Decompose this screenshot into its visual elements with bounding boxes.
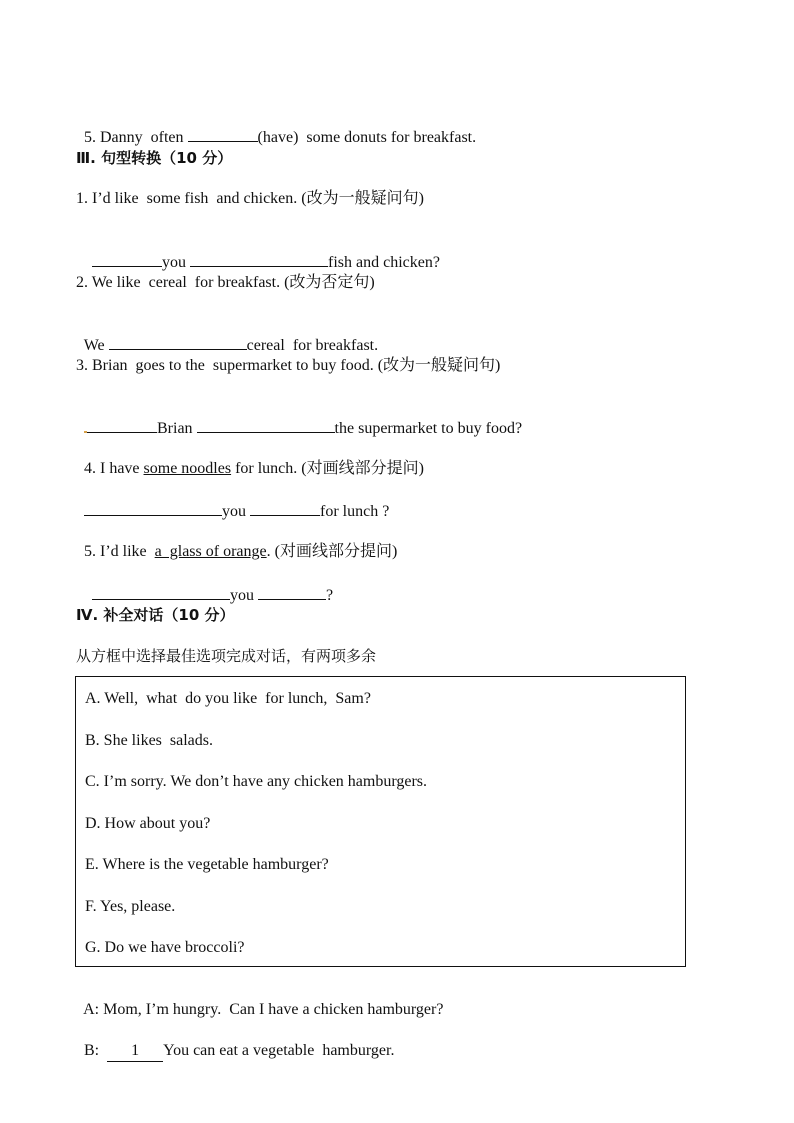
answer-line-4 <box>76 480 389 522</box>
section-heading-part4: Ⅳ. 补全对话（10 分） <box>76 606 235 624</box>
question-5 <box>76 522 397 562</box>
underlined-phrase: some noodles <box>143 460 232 477</box>
answer-line-1 <box>84 231 440 273</box>
underlined-phrase: a glass of orange <box>154 543 267 560</box>
option-a: A. Well, what do you like for lunch, Sam? <box>85 690 371 707</box>
answer-blank <box>84 500 222 516</box>
question-1: 1. I’d like some fish and chicken. (改为一般疑问句) <box>76 190 424 207</box>
answer-text: you <box>222 503 250 520</box>
question-text: 5. I’d like <box>84 543 155 560</box>
question-3: 3. Brian goes to the supermarket to buy food. (改为一般疑问句) <box>76 357 501 374</box>
option-e: E. Where is the vegetable hamburger? <box>85 856 329 873</box>
instruction-text: 从方框中选择最佳选项完成对话，有两项多余 <box>76 647 377 665</box>
question-text: 5. Danny often <box>84 129 188 146</box>
question-text: (have) some donuts for breakfast. <box>257 129 477 146</box>
answer-blank <box>92 251 162 267</box>
answer-text: for lunch ? <box>320 503 390 520</box>
answer-blank <box>188 126 258 142</box>
answer-text: Brian <box>157 420 197 437</box>
answer-blank <box>250 500 320 516</box>
question-text: for lunch. (对画线部分提问) <box>231 460 424 477</box>
answer-blank <box>87 417 157 433</box>
answer-text: the supermarket to buy food? <box>334 420 523 437</box>
dialogue-text: You can eat a vegetable hamburger. <box>163 1042 395 1059</box>
dialogue-text: Mom, I’m hungry. Can I have a chicken hamburger? <box>99 1001 444 1018</box>
answer-text: you <box>162 254 190 271</box>
question-5-part2 <box>76 106 476 148</box>
option-c: C. I’m sorry. We don’t have any chicken hamburgers. <box>85 773 428 790</box>
speaker-label: A: <box>83 1001 100 1018</box>
answer-blank <box>92 584 230 600</box>
question-2: 2. We like cereal for breakfast. (改为否定句) <box>76 274 375 291</box>
answer-text: cereal for breakfast. <box>246 337 379 354</box>
answer-text: ? <box>326 587 334 604</box>
speaker-label: B: <box>84 1042 100 1059</box>
answer-blank <box>258 584 326 600</box>
answer-text: fish and chicken? <box>328 254 440 271</box>
answer-number-blank: 1 <box>107 1041 163 1062</box>
section-heading-part3: Ⅲ. 句型转换（10 分） <box>76 149 233 167</box>
answer-line-3 <box>76 397 522 439</box>
answer-blank <box>109 334 247 350</box>
answer-line-5 <box>84 564 333 606</box>
answer-text: you <box>230 587 258 604</box>
answer-text: We <box>83 337 109 354</box>
option-d: D. How about you? <box>85 815 211 832</box>
option-g: G. Do we have broccoli? <box>85 939 245 956</box>
question-text: . (对画线部分提问) <box>266 543 398 560</box>
question-4 <box>76 439 424 479</box>
answer-blank <box>197 417 335 433</box>
dialogue-line-a <box>76 980 443 1020</box>
options-box <box>75 676 686 967</box>
answer-blank <box>190 251 328 267</box>
option-b: B. She likes salads. <box>85 732 213 749</box>
option-f: F. Yes, please. <box>85 898 176 915</box>
question-text: 4. I have <box>84 460 144 477</box>
dialogue-line-b <box>76 1021 394 1062</box>
answer-line-2 <box>76 314 378 356</box>
